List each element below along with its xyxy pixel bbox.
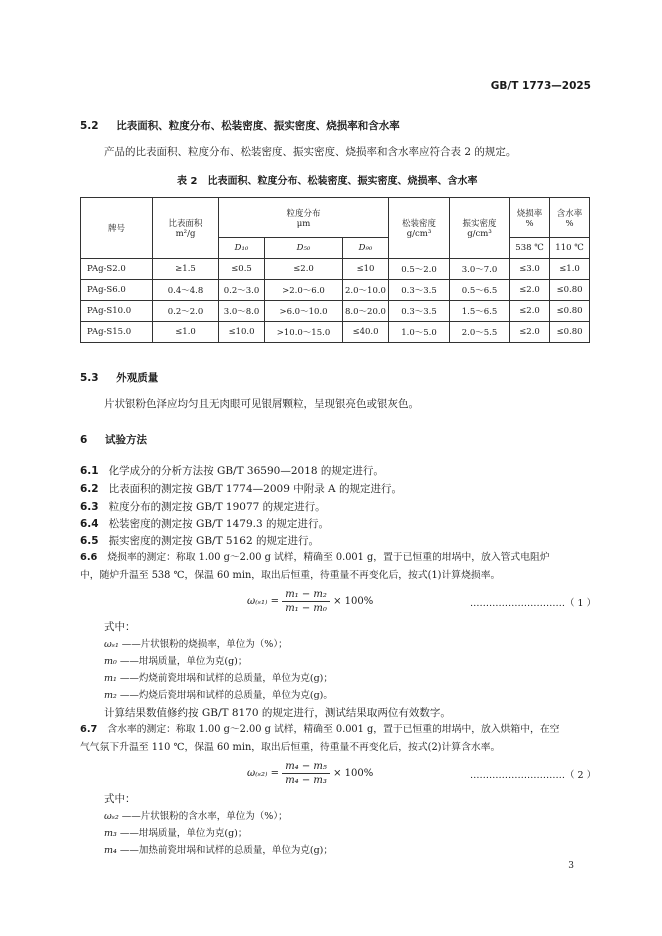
col-loi-temp: 538 ℃ bbox=[510, 238, 550, 259]
definition: m₃ ——坩埚质量，单位为克(g)； bbox=[104, 828, 248, 839]
clause-6-4: 6.4 松装密度的测定按 GB/T 1479.3 的规定进行。 bbox=[80, 518, 330, 530]
definition: ωₛ₁ ——片状银粉的烧损率，单位为（%）； bbox=[104, 639, 288, 650]
table-row: PAg-S2.0 ≥1.5 ≤0.5 ≤2.0 ≤10 0.5～2.0 3.0～7.0 ≤3.0 ≤1.0 bbox=[81, 259, 590, 280]
formula-1: ω₍ₛ₁₎ = $\frac{\text{m₁ − m₂}}{\text{m₁ − m₀}}$ × 100% bbox=[247, 589, 374, 614]
section-5-2-text: 产品的比表面积、粒度分布、松装密度、振实密度、烧损率和含水率应符合表 2 的规定。 bbox=[104, 146, 517, 158]
clause-6-1: 6.1 化学成分的分析方法按 GB/T 36590—2018 的规定进行。 bbox=[80, 465, 384, 477]
section-title: 外观质量 bbox=[116, 372, 159, 384]
col-loi: 烧损率 % bbox=[510, 198, 550, 238]
section-title: 比表面积、粒度分布、松装密度、振实密度、烧损率和含水率 bbox=[116, 120, 400, 132]
section-5-2-heading bbox=[80, 118, 400, 133]
formula-2-number: …………………………（ 2 ） bbox=[470, 770, 597, 781]
col-psd: 粒度分布 μm bbox=[219, 198, 389, 238]
table-row: PAg-S6.0 0.4～4.8 0.2～3.0 >2.0～6.0 2.0～10.0 0.3～3.5 0.5～6.5 ≤2.0 ≤0.80 bbox=[81, 280, 590, 301]
clause-6-2: 6.2 比表面积的测定按 GB/T 1774—2009 中附录 A 的规定进行。 bbox=[80, 483, 402, 495]
table-caption: 表 2 比表面积、粒度分布、松装密度、振实密度、烧损率、含水率 bbox=[177, 176, 478, 187]
col-ssa: 比表面积 m²/g bbox=[153, 198, 219, 259]
formula-2: ω₍ₛ₂₎ = $\frac{\text{m₄ − m₅}}{\text{m₄ − m₃}}$ × 100% bbox=[247, 761, 374, 786]
col-d90: D₉₀ bbox=[343, 238, 389, 259]
clause-6-7-line1: 6.7 含水率的测定：称取 1.00 g～2.00 g 试样，精确至 0.001 g，置于已恒重的坩埚中，放入烘箱中，在空 bbox=[80, 724, 560, 735]
col-moist: 含水率 % bbox=[550, 198, 590, 238]
clause-6-6-line2: 中，随炉升温至 538 ℃，保温 60 min，取出后恒重，待重量不再变化后，按式(1)计算烧损率。 bbox=[80, 570, 501, 581]
clause-6-5: 6.5 振实密度的测定按 GB/T 5162 的规定进行。 bbox=[80, 535, 319, 547]
section-number: 5.3 bbox=[80, 372, 99, 384]
definition: m₂ ——灼烧后瓷坩埚和试样的总质量，单位为克(g)。 bbox=[104, 690, 333, 701]
standard-number: GB/T 1773—2025 bbox=[490, 80, 591, 92]
col-brand: 牌号 bbox=[81, 198, 153, 259]
col-moist-temp: 110 ℃ bbox=[550, 238, 590, 259]
definition: m₁ ——灼烧前瓷坩埚和试样的总质量，单位为克(g)； bbox=[104, 673, 333, 684]
where-label: 式中： bbox=[104, 793, 136, 805]
definition: m₀ ——坩埚质量，单位为克(g)； bbox=[104, 656, 248, 667]
col-tap: 振实密度 g/cm³ bbox=[450, 198, 510, 259]
formula-1-number: …………………………（ 1 ） bbox=[470, 598, 597, 609]
page-number: 3 bbox=[568, 861, 574, 871]
clause-6-3: 6.3 粒度分布的测定按 GB/T 19077 的规定进行。 bbox=[80, 501, 326, 513]
rounding-note: 计算结果数值修约按 GB/T 8170 的规定进行，测试结果取两位有效数字。 bbox=[104, 707, 451, 719]
clause-6-7-line2: 气气氛下升温至 110 ℃，保温 60 min，取出后恒重，待重量不再变化后，按式(2)计算含水率。 bbox=[80, 742, 501, 753]
section-5-3-heading bbox=[80, 370, 158, 385]
section-number: 6 bbox=[80, 434, 88, 446]
clause-6-6-line1: 6.6 烧损率的测定：称取 1.00 g～2.00 g 试样，精确至 0.001 g，置于已恒重的坩埚中，放入管式电阻炉 bbox=[80, 552, 550, 563]
section-number: 5.2 bbox=[80, 120, 99, 132]
section-6-heading bbox=[80, 432, 147, 447]
section-5-3-text: 片状银粉色泽应均匀且无肉眼可见银屑颗粒，呈现银亮色或银灰色。 bbox=[104, 398, 419, 410]
col-d10: D₁₀ bbox=[219, 238, 265, 259]
table-row: PAg-S10.0 0.2～2.0 3.0～8.0 >6.0～10.0 8.0～20.0 0.3～3.5 1.5～6.5 ≤2.0 ≤0.80 bbox=[81, 301, 590, 322]
section-title: 试验方法 bbox=[104, 434, 147, 446]
where-label: 式中： bbox=[104, 621, 136, 633]
table-2 bbox=[80, 197, 590, 343]
table-row: PAg-S15.0 ≤1.0 ≤10.0 >10.0～15.0 ≤40.0 1.0～5.0 2.0～5.5 ≤2.0 ≤0.80 bbox=[81, 322, 590, 343]
definition: m₄ ——加热前瓷坩埚和试样的总质量，单位为克(g)； bbox=[104, 845, 333, 856]
col-d50: D₅₀ bbox=[265, 238, 343, 259]
col-bulk: 松装密度 g/cm³ bbox=[389, 198, 450, 259]
definition: ωₛ₂ ——片状银粉的含水率，单位为（%）； bbox=[104, 811, 288, 822]
